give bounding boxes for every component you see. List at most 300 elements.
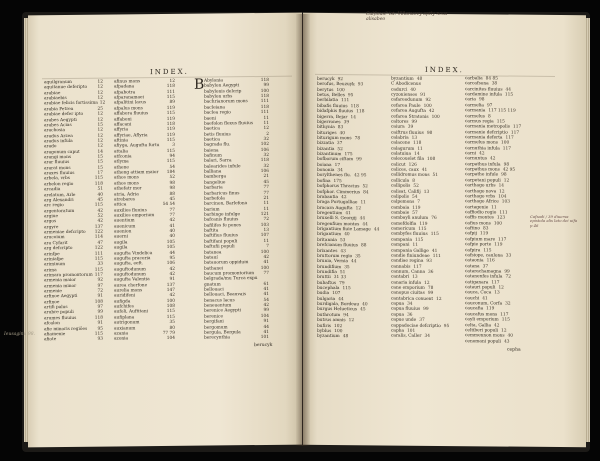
index-term: carpetani populi	[465, 178, 501, 184]
index-term: bufiris	[317, 323, 332, 329]
index-term: arelatum, Arle	[44, 192, 76, 198]
index-page-number: 88	[361, 243, 367, 249]
index-page-number: 41	[263, 329, 269, 335]
index-page-number: 103	[260, 222, 269, 228]
index-page-number: 77	[263, 185, 269, 191]
index-term: calecouelet fila	[391, 156, 425, 163]
index-page-number: 77 79	[162, 330, 175, 336]
index-term: auxilios fluuius	[114, 207, 147, 214]
index-term: gnatum	[204, 282, 221, 288]
index-page-number: 12	[436, 296, 442, 302]
index-page-number: 13	[411, 135, 418, 141]
index-term: afiote	[44, 337, 57, 343]
index-term: augufta Valentia	[114, 277, 150, 283]
index-term: barbaricus finus	[204, 190, 240, 197]
index-term: arabiae	[44, 90, 61, 96]
index-page-number: 115	[166, 137, 175, 143]
index-term: affyriae, Aflyria	[114, 132, 148, 139]
index-page-number: 105	[166, 245, 175, 251]
index-page-number: 117	[491, 280, 500, 286]
index-term: bubaftus	[317, 280, 337, 286]
index-page-number: 111	[260, 110, 269, 116]
index-term: bruttorum regio	[317, 253, 353, 260]
index-page-number: 117	[500, 312, 509, 318]
index-page-number: 100	[166, 298, 175, 304]
index-page-number: 35	[355, 254, 361, 260]
index-page-number: 108	[94, 299, 103, 305]
left-running-head: INDEX.	[150, 67, 189, 77]
index-page-number: 98	[503, 162, 510, 168]
index-page-number: 37	[336, 141, 343, 147]
index-term: brunia, Vernia	[317, 259, 349, 265]
index-term: carmelus	[465, 113, 485, 119]
index-term: barbefola	[204, 196, 225, 202]
index-term: baucum promontorium	[204, 271, 255, 277]
index-page-number: 119	[166, 132, 175, 138]
index-term: cafpij	[465, 231, 478, 237]
index-term: callipolis	[391, 183, 411, 189]
index-page-number: 117	[513, 124, 522, 130]
index-term: capha	[391, 328, 405, 334]
index-page-number: 119	[419, 221, 428, 227]
index-page-number: 42 95	[354, 173, 367, 179]
index-term: balliana	[204, 169, 222, 175]
index-term: baeni	[204, 115, 216, 122]
index-term: cannum, Canna	[391, 269, 426, 275]
index-term: arangi mons	[44, 155, 72, 161]
left-catchword: berucyk	[254, 342, 273, 349]
index-page-number: 117	[502, 146, 511, 152]
index-term: cambyfes fluuius	[391, 231, 428, 238]
index-term: carthago urbs	[465, 183, 496, 189]
index-term: bofphorus Thracius	[317, 184, 360, 190]
index-page-number: 101	[260, 335, 269, 341]
index-term: camericum	[391, 226, 416, 232]
index-term: calatuiua	[391, 151, 412, 157]
index-term: carbalia	[465, 76, 483, 82]
index-term: beneuentum	[204, 303, 232, 309]
index-term: cane emporium	[391, 285, 425, 291]
index-term: burgus Helueticus	[317, 307, 358, 313]
index-page-number: 111	[260, 99, 269, 105]
index-term: attica	[114, 202, 127, 208]
index-term: athefatr mor	[114, 186, 142, 192]
index-term: buthrotum	[317, 312, 341, 318]
index-term: afpalus mons	[114, 106, 143, 112]
index-page-number: 118	[166, 84, 175, 90]
index-page-number: 51	[97, 186, 103, 192]
index-term: baftufii populi	[204, 244, 235, 250]
index-term: augila	[114, 240, 128, 246]
index-page-number: 118	[260, 158, 269, 164]
index-term: autrigonum	[114, 320, 140, 326]
index-term: augufta Vindelica	[114, 250, 153, 257]
index-term: arucoium	[44, 235, 65, 241]
index-page-number: 3	[172, 143, 175, 149]
index-page-number: 44	[359, 216, 366, 222]
index-term: batanea	[204, 249, 222, 256]
index-page-number: 31 33	[333, 275, 347, 281]
index-term: capua	[391, 312, 405, 318]
index-page-number: 38	[491, 81, 498, 87]
index-page-number: 115	[166, 314, 175, 320]
index-term: canopus ciuitas	[391, 290, 425, 297]
index-page-number: 39	[343, 119, 350, 126]
index-term: caltores	[391, 119, 409, 125]
index-page-number: 97	[97, 304, 103, 310]
index-page-number: 12	[97, 127, 103, 133]
index-page-number: 13	[423, 189, 430, 195]
index-page-number: 118	[166, 121, 175, 127]
index-page-number: 99	[423, 307, 429, 313]
index-page-number: 44	[338, 296, 344, 302]
index-term: cefarea Stratonis	[391, 114, 429, 120]
index-term: bellouaci, Beauvais	[204, 292, 247, 298]
index-term: cambayli anulum	[391, 215, 429, 222]
index-page-number: 83	[337, 125, 344, 131]
index-page-number: 45	[360, 307, 366, 313]
index-term: catauri populi	[465, 285, 496, 291]
index-term: arg defcripto	[44, 246, 73, 252]
index-page-number: 40	[344, 232, 350, 238]
index-page-number: 39	[407, 124, 414, 130]
index-page-number: 116	[486, 258, 495, 264]
index-page-number: 117	[413, 264, 422, 270]
index-term: arabes Acias	[44, 122, 72, 129]
index-page-number: 175	[344, 152, 353, 158]
index-page-number: 13	[263, 227, 269, 234]
index-page-number: 12	[97, 90, 103, 96]
index-term: arbelon regio	[44, 181, 74, 188]
index-term: ariniafpe	[44, 256, 64, 263]
index-term: catiganara	[465, 279, 489, 286]
index-page-number	[421, 82, 424, 87]
index-term: argos	[44, 219, 57, 225]
index-page-number: 32	[263, 136, 269, 142]
index-term: aradus infula	[44, 138, 73, 145]
index-page-number: 122	[94, 229, 103, 235]
index-term: carmelia	[465, 102, 484, 109]
index-page-number: 100	[493, 221, 503, 227]
index-term: carnuntus	[465, 156, 488, 162]
index-page-number: 72	[263, 217, 269, 223]
index-page-number: 100	[260, 249, 269, 255]
index-page-number: 97	[486, 103, 493, 109]
index-page-number: 41	[421, 167, 428, 173]
index-page-number: 115	[94, 267, 103, 273]
index-page-number: 126	[408, 162, 417, 168]
index-term: carthago vrbs	[465, 194, 496, 200]
index-term: biturigum mons	[317, 135, 352, 142]
index-term: afiamenie	[44, 331, 66, 338]
index-term: brabantia	[317, 194, 339, 200]
index-term: baclea regio	[204, 110, 231, 116]
index-page-number: 78	[427, 285, 434, 291]
index-page-number: 8	[412, 178, 415, 184]
index-term: berecynthia	[204, 335, 230, 341]
index-term: armenia maior	[44, 278, 76, 284]
index-page-number: 106	[260, 147, 269, 153]
index-page-number: 91	[97, 294, 103, 300]
index-term: arumes fluuius	[44, 315, 77, 322]
index-term: batauí	[204, 255, 218, 261]
index-page-number: 12	[97, 111, 103, 117]
index-term: carpathe infule	[465, 172, 499, 178]
index-page-number: 11	[263, 238, 269, 244]
index-page-number: 115	[166, 159, 175, 165]
index-page-number: 11	[263, 115, 269, 121]
index-page-number: 48	[416, 76, 423, 82]
index-page-number: 42 95	[502, 167, 516, 173]
index-page-number: 8	[488, 113, 491, 119]
index-term: carmelus mons	[465, 140, 498, 146]
index-term: argentoratum	[44, 208, 75, 214]
index-term: bruxelli S. Georgij	[317, 216, 357, 222]
book-gutter	[296, 14, 310, 446]
index-entry	[204, 335, 270, 341]
index-term: aurea cherfone	[114, 282, 148, 289]
index-page-number: 111	[341, 98, 350, 104]
index-page-number: 95	[443, 323, 450, 329]
index-page-number: 95	[97, 326, 103, 332]
index-page-number: 93	[426, 259, 432, 265]
index-term: augila	[114, 245, 128, 251]
index-term: catanenfes infula	[465, 274, 503, 280]
index-page-number: 77	[169, 212, 175, 218]
index-page-number: 115	[504, 92, 514, 98]
index-term: arachosia	[44, 128, 66, 134]
index-term: cappadociae defcriptio	[391, 323, 441, 329]
index-term: bononia	[317, 167, 335, 174]
index-term: bucephala	[317, 285, 340, 292]
index-page-number: 13	[494, 290, 500, 296]
index-page-number: 21	[263, 174, 269, 180]
index-term: aurelia mons	[114, 288, 143, 294]
index-page-number: 98	[501, 172, 507, 179]
index-page-number: 117 115 119	[488, 108, 516, 114]
index-page-number: 121	[260, 211, 269, 217]
index-page-number: 42	[494, 322, 500, 329]
index-term: carmania metropolis	[465, 124, 511, 130]
index-page-number: 12	[97, 117, 103, 123]
index-page-number: 102	[260, 142, 269, 148]
index-term: benacus lacus	[204, 298, 235, 304]
index-page-number: 99	[356, 157, 362, 163]
index-term: auxilios emporium	[114, 213, 155, 219]
index-term: cafareodunum	[391, 97, 423, 104]
index-term: afie minoris regiões	[44, 326, 88, 332]
index-page-number: 40	[169, 234, 175, 240]
index-page-number: 33	[505, 253, 512, 259]
index-term: affaboni	[114, 116, 132, 123]
index-page-number: 115	[483, 247, 492, 253]
index-term: Abylonia	[204, 78, 223, 84]
index-term: augufta pracoria	[114, 256, 151, 262]
index-term: campani	[391, 242, 410, 248]
index-page-number: 115	[496, 119, 505, 125]
index-term: aquitanue deferipto	[44, 85, 88, 91]
index-page-number: 43	[340, 248, 346, 254]
index-page-number: 100	[336, 87, 345, 93]
index-term: affacani	[114, 122, 132, 128]
index-page-number: 42	[479, 151, 485, 157]
index-page-number: 13	[412, 275, 418, 281]
index-page-number: 137	[94, 224, 103, 230]
index-term: araxes fluuius	[44, 171, 75, 177]
index-page-number: 42	[428, 109, 435, 115]
index-page-number: 123	[496, 215, 506, 221]
index-page-number: 32	[263, 163, 269, 169]
right-index-column-2	[391, 77, 459, 340]
index-term: cadurci	[391, 87, 408, 93]
index-term: capua	[391, 301, 405, 307]
index-term: carmania	[465, 108, 486, 114]
index-term: britannia	[317, 237, 337, 243]
index-page-number: 21	[263, 195, 269, 201]
index-term: athos mons	[114, 181, 139, 187]
index-page-number: 15	[97, 165, 103, 171]
index-page-number: 80	[169, 325, 175, 331]
index-page-number: 41	[263, 260, 269, 266]
index-term: butrus amnis	[317, 318, 346, 324]
index-page-number: 119	[166, 127, 175, 133]
index-page-number: 95	[347, 93, 354, 99]
index-term: auerni	[114, 234, 129, 240]
index-page-number: 11	[491, 205, 497, 211]
index-page-number: 119	[412, 205, 421, 211]
index-term: arado	[44, 144, 57, 150]
index-term: aradus Arzea	[44, 133, 73, 139]
index-term: babylon urbs	[204, 94, 233, 100]
index-term: bachrianorum mons	[204, 99, 248, 106]
index-term: babylon Aegypti	[204, 83, 240, 89]
index-term: baftifius fluuius	[204, 233, 238, 240]
index-page-number: 98	[169, 186, 175, 192]
index-page-number: 119	[166, 116, 175, 122]
index-page-number: 104	[498, 194, 507, 200]
index-term: bizantia	[317, 146, 335, 152]
index-page-number: 117	[505, 135, 514, 141]
index-page-number: 98	[478, 97, 485, 103]
index-page-number: 115	[415, 237, 424, 243]
left-index-column-3	[204, 78, 270, 341]
index-term: barium	[204, 207, 220, 213]
index-term: arg Alexandri	[44, 197, 74, 204]
index-term: belgrada/mu Turca expu	[204, 276, 258, 282]
index-page-number: 45	[263, 179, 269, 185]
index-term: berbilatia	[317, 98, 339, 104]
index-term: bizantinum	[317, 151, 342, 158]
index-term: caria	[465, 97, 476, 103]
index-page-number: 111	[94, 251, 103, 257]
index-page-number: 52	[362, 184, 368, 190]
index-page-number: 14	[350, 114, 356, 120]
index-term: afcalon	[44, 321, 60, 327]
index-page-number: 184	[166, 170, 175, 176]
index-term: athos mons	[114, 175, 139, 182]
index-page-number: 40	[339, 130, 346, 136]
index-page-number: 100	[431, 114, 440, 120]
index-page-number: 118	[94, 315, 103, 321]
index-term: bergula, Bergula	[204, 330, 241, 336]
index-term: atria, Adria	[114, 191, 139, 198]
index-term: catana	[465, 263, 480, 269]
index-page-number: 89	[169, 100, 175, 106]
index-term: callicula	[391, 178, 410, 184]
index-term: cantabri	[391, 274, 410, 280]
index-term: candie finiundeae	[391, 253, 430, 259]
index-term: bellouaci	[204, 287, 224, 293]
index-page-number: 40	[507, 333, 513, 339]
index-term: augufta, eeft.	[114, 261, 144, 267]
index-term: bathanei	[204, 265, 224, 272]
index-term: bamberga	[204, 174, 227, 181]
index-term: afpabotra	[114, 90, 136, 96]
index-term: carmania deferta	[465, 135, 503, 141]
index-term: bracara Augufta	[317, 205, 353, 211]
index-term: brundifia	[317, 269, 337, 275]
index-term: arima	[44, 267, 57, 273]
index-page-number: 99	[411, 119, 417, 125]
index-page-number: 117	[510, 130, 520, 136]
index-page-number: 93	[357, 82, 364, 88]
index-page-number: 88	[169, 191, 175, 197]
index-page-number: 115	[418, 226, 427, 232]
index-page-number: 44	[505, 87, 512, 93]
index-page-number: 15	[97, 122, 103, 128]
index-term: bergifani	[204, 319, 224, 325]
index-page-number: 12	[97, 143, 103, 150]
index-term: cambaie	[391, 210, 410, 216]
index-term: capua fluuius	[391, 306, 421, 313]
index-term: brefcianum fluuius	[317, 243, 359, 249]
index-page-number: 14	[498, 183, 505, 189]
index-page-number: 32	[505, 301, 511, 307]
index-term: cayli emporium	[465, 317, 499, 323]
index-term: boiana	[317, 162, 332, 168]
index-page-number: 14	[97, 149, 103, 155]
index-page-number: 115	[94, 202, 103, 209]
index-page-number: 79	[339, 280, 345, 286]
index-term: argyre	[44, 224, 59, 230]
index-page-number: 11	[412, 242, 418, 248]
index-term: bregentium	[317, 210, 343, 217]
index-term: bibafis fluuius	[317, 103, 348, 109]
index-term: bagrada flu.	[204, 142, 231, 148]
index-term: calices, caux	[391, 167, 419, 173]
left-index-column-2	[114, 79, 176, 342]
index-page-number: 12	[263, 126, 269, 132]
index-term: baetica	[204, 137, 220, 143]
index-page-number: 42	[169, 293, 175, 299]
index-term: bergomum	[204, 324, 228, 331]
index-page-number: 41	[431, 248, 438, 254]
index-page-number: 114	[94, 235, 103, 241]
index-term: cartagenie	[465, 204, 489, 211]
index-page-number: 115	[430, 232, 439, 238]
index-page-number: 40	[362, 302, 368, 308]
index-page-number: 44	[351, 259, 357, 265]
index-page-number: 147	[166, 287, 175, 293]
index-page-number: 72	[97, 288, 103, 294]
index-page-number: 103	[501, 199, 510, 205]
index-page-number: 51	[339, 270, 346, 276]
index-term: candiae regina	[391, 258, 424, 265]
index-page-number: 2	[266, 131, 269, 137]
index-term: baetica	[204, 126, 220, 132]
index-term: bangeliue	[204, 180, 226, 186]
index-page-number: 117	[94, 272, 103, 278]
